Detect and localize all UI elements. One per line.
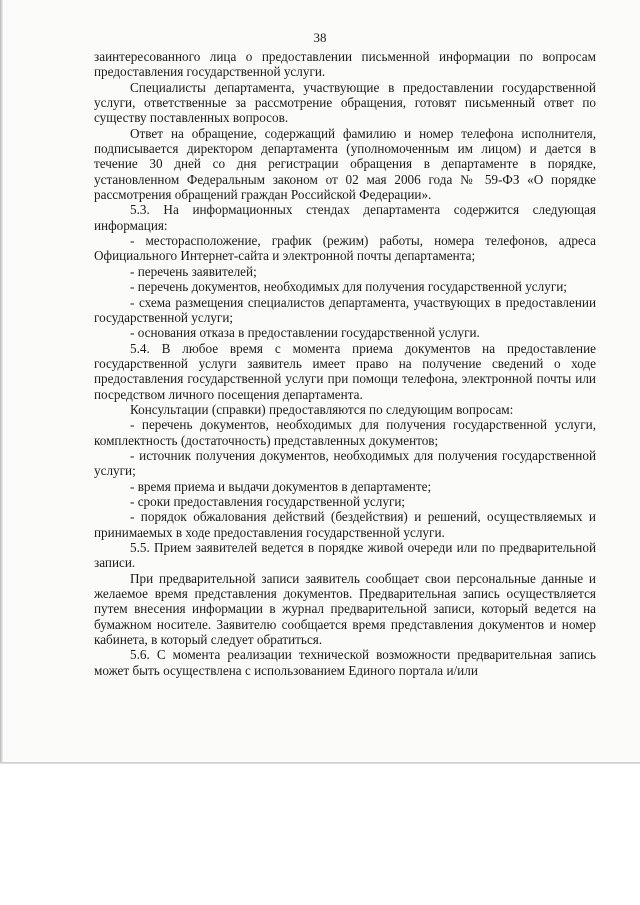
paragraph: - основания отказа в предоставлении государственной услуги. xyxy=(130,325,480,341)
paragraph: - месторасположение, график (режим) работы, номера телефонов, адреса Официального Интернет-сайта и электронной почты департамента; xyxy=(94,233,596,264)
paragraph: Ответ на обращение, содержащий фамилию и номер телефона исполнителя, подписывается директором департамента (уполномоченным им лицом) и дается в течение 30 дней со дня регистрации обращения в департаменте в порядке, установленном Федеральным законом от 02 мая 2006 года № 59-ФЗ «О порядке рассмотрения обращений граждан Российской Федерации». xyxy=(94,125,596,203)
paragraph: - схема размещения специалистов департамента, участвующих в предоставлении государственной услуги; xyxy=(94,294,596,325)
paragraph: Консультации (справки) предоставляются по следующим вопросам: xyxy=(130,401,514,417)
paragraph: - перечень заявителей; xyxy=(130,263,257,279)
paragraph: - перечень документов, необходимых для получения государственной услуги; xyxy=(130,279,567,295)
paragraph: 5.5. Прием заявителей ведется в порядке живой очереди или по предварительной записи. xyxy=(94,540,596,571)
paragraph: Специалисты департамента, участвующие в предоставлении государственной услуги, ответственные за рассмотрение обращения, готовят письменный ответ по существу поставленных вопросов. xyxy=(94,79,596,126)
document-body xyxy=(94,49,596,678)
paragraph: - время приема и выдачи документов в департаменте; xyxy=(130,478,432,494)
scan-left-edge xyxy=(0,0,3,764)
paragraph: 5.4. В любое время с момента приема документов на предоставление государственной услуги заявитель имеет право на получение сведений о ходе предоставления государственной услуги при помощи телефона, электронной почты или посредством личного посещения департамента. xyxy=(94,340,596,402)
paragraph: - сроки предоставления государственной услуги; xyxy=(130,493,406,509)
paragraph: При предварительной записи заявитель сообщает свои персональные данные и желаемое время представления документов. Предварительная запись осуществляется путем внесения информации в журнал предварительной записи, который ведется на бумажном носителе. Заявителю сообщается время представления документов и номер кабинета, в который следует обратиться. xyxy=(94,570,596,648)
scan-bottom-edge xyxy=(0,762,640,764)
paragraph: - источник получения документов, необходимых для получения государственной услуги; xyxy=(94,447,596,479)
paragraph: заинтересованного лица о предоставлении письменной информации по вопросам предоставления государственной услуги. xyxy=(94,49,596,80)
paragraph: 5.3. На информационных стендах департамента содержится следующая информация: xyxy=(94,202,596,233)
paragraph: - перечень документов, необходимых для получения государственной услуги, комплектность (достаточность) представленных документов; xyxy=(94,417,596,448)
paragraph: - порядок обжалования действий (бездействия) и решений, осуществляемых и принимаемых в ходе предоставления государственной услуги. xyxy=(94,509,596,540)
page-number: 38 xyxy=(313,30,327,45)
paragraph: 5.6. С момента реализации технической возможности предварительная запись может быть осуществлена с использованием Единого портала и/или xyxy=(94,647,596,678)
